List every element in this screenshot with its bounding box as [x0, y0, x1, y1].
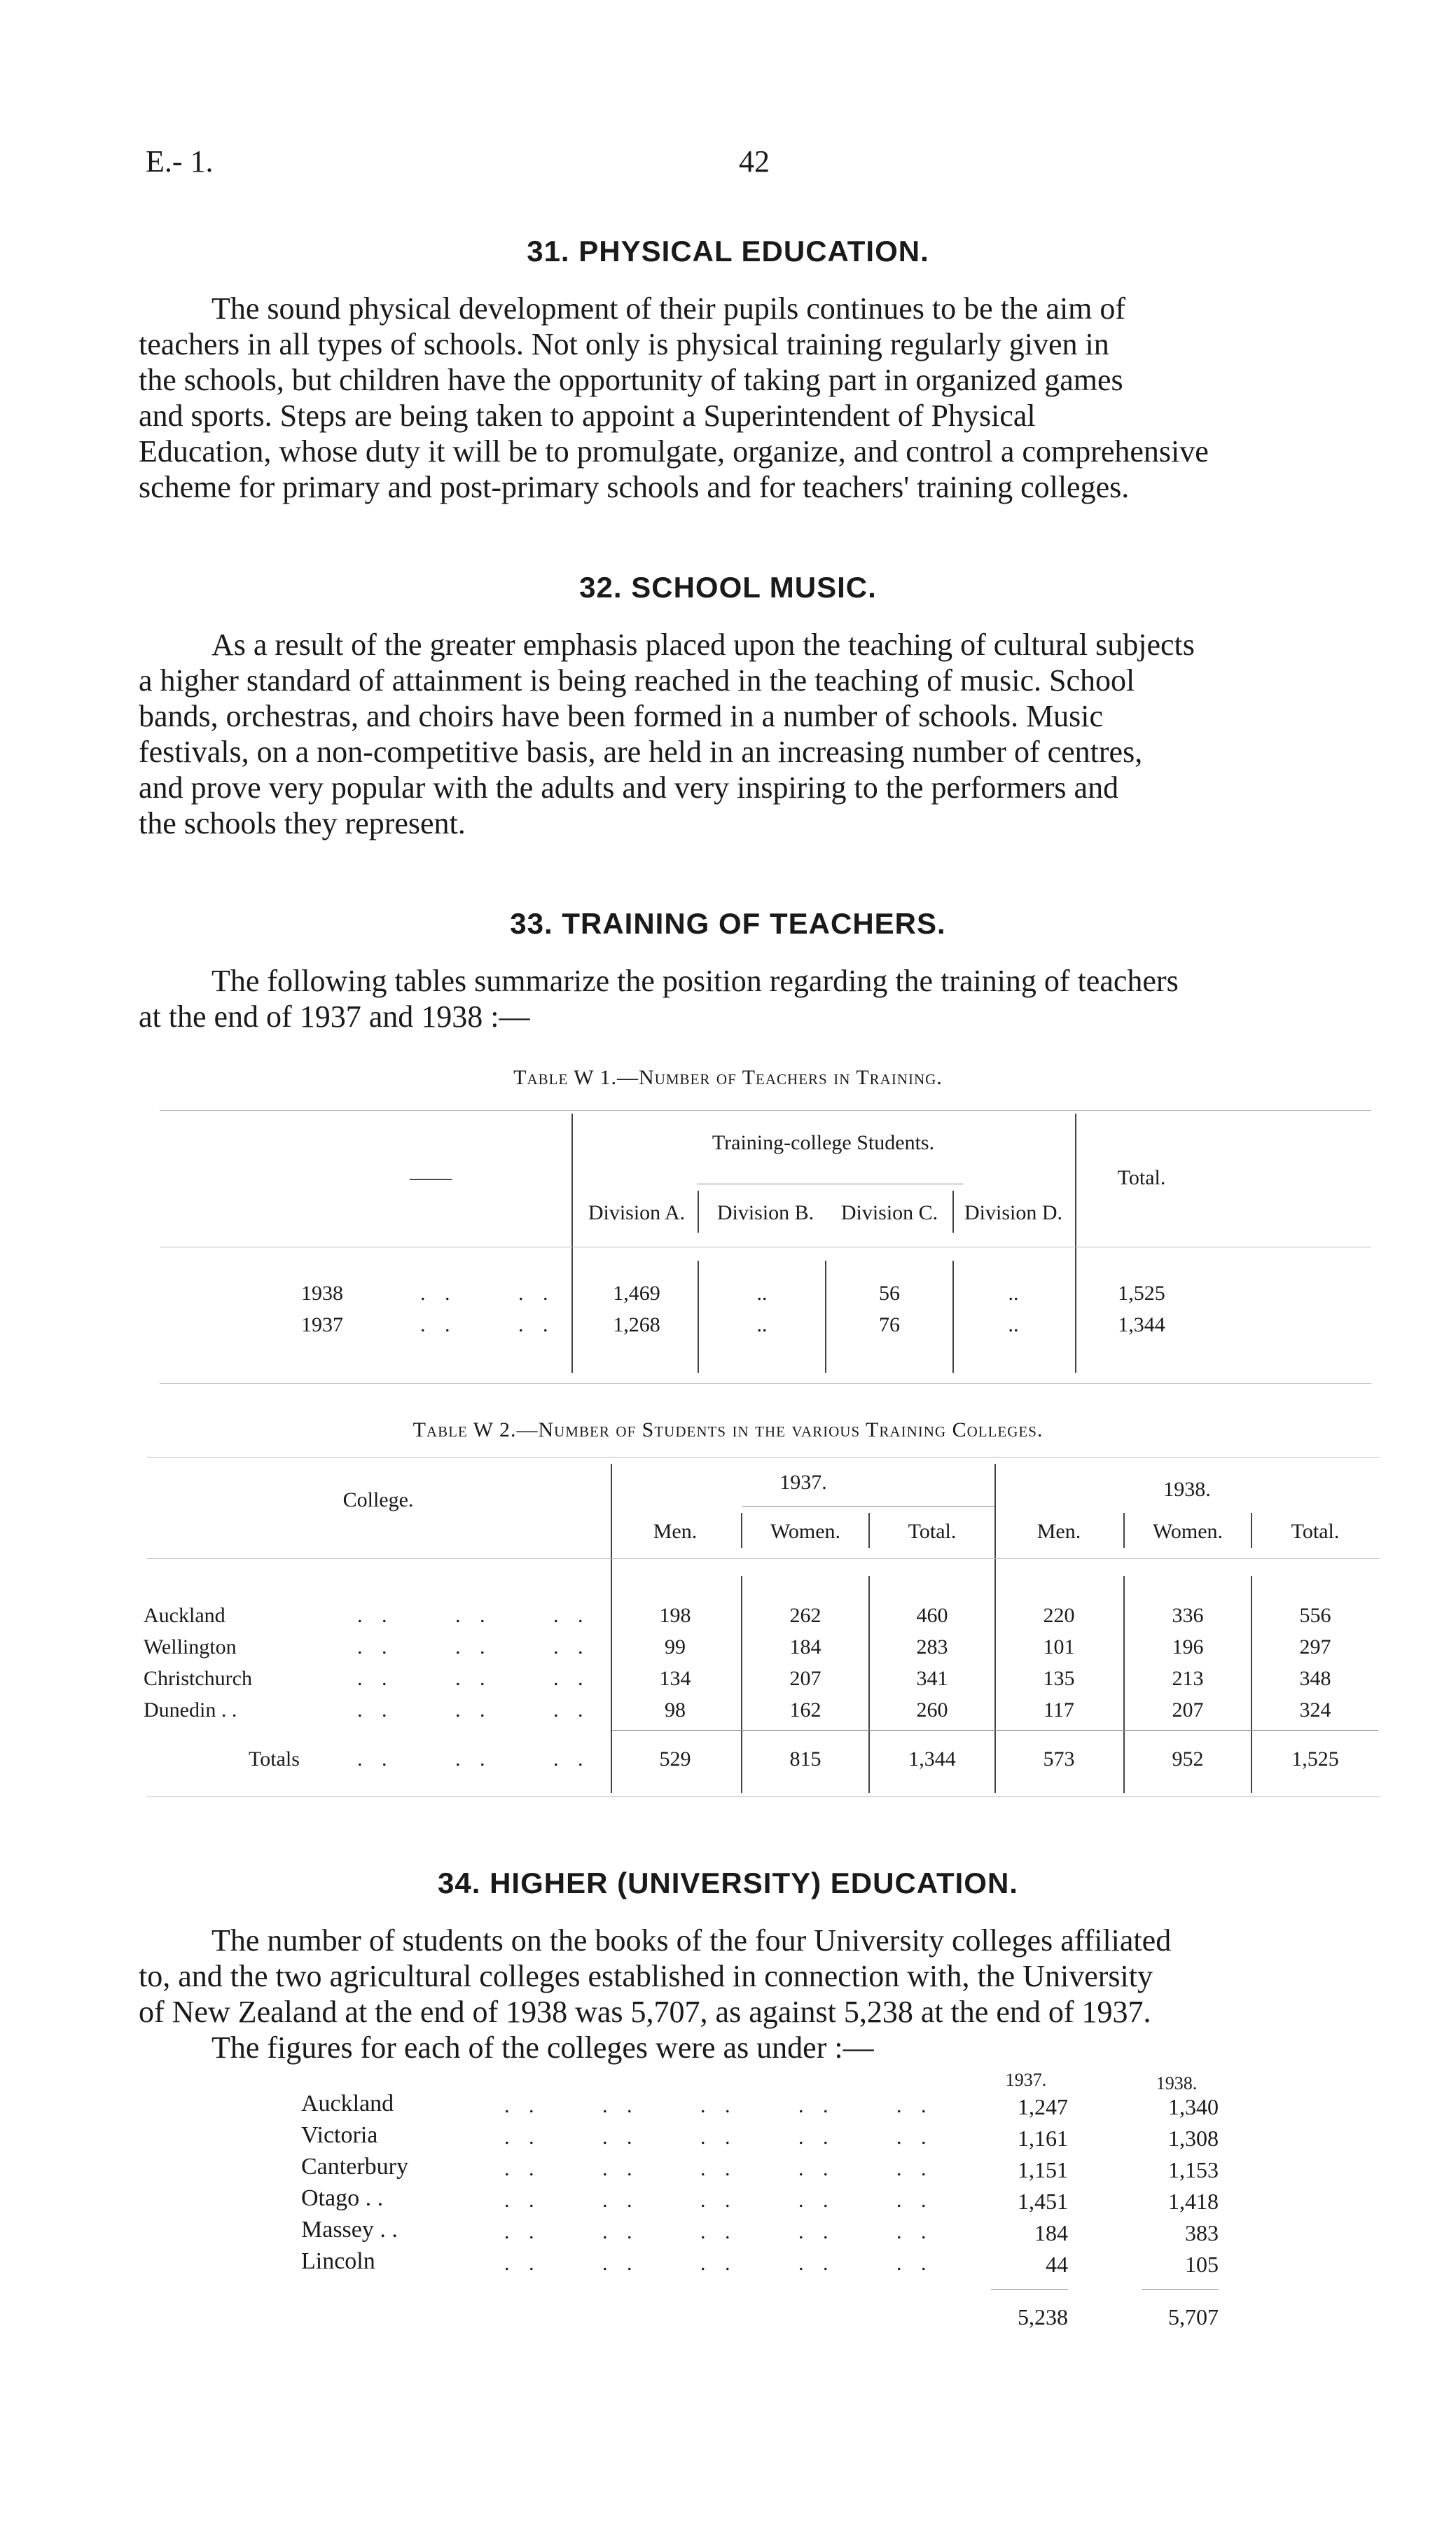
table-w1-col-division-d: Division D. — [964, 1201, 1062, 1224]
university-total-rule — [991, 2289, 1068, 2290]
cell-total-1938: 297 — [1299, 1635, 1331, 1659]
university-total-rule — [1142, 2289, 1219, 2290]
table-w2-sub-women-1938: Women. — [1152, 1520, 1223, 1543]
university-year-1938: 1938. — [1156, 2073, 1198, 2093]
cell-1938: 1,418 — [1168, 2189, 1219, 2214]
leader-dots: . . . . — [420, 1313, 555, 1336]
table-w2-bottom-rule — [147, 1796, 1380, 1797]
cell-men-1938: 101 — [1043, 1635, 1075, 1659]
leader-dots: . . . . — [420, 1282, 555, 1305]
table-w2-sub-women-1937: Women. — [770, 1520, 841, 1543]
cell-1937: 1,247 — [1018, 2094, 1068, 2119]
cell-division-c: 76 — [879, 1313, 900, 1336]
cell-total-1938: 556 — [1299, 1604, 1331, 1627]
row-year: 1938 — [301, 1282, 343, 1305]
text-line: of New Zealand at the end of 1938 was 5,707, as against 5,238 at the end of 1937. — [139, 1995, 1151, 2029]
university-year-1937: 1937. — [1005, 2070, 1047, 2090]
cell-college: Victoria — [301, 2122, 378, 2148]
cell-men-1937: 99 — [665, 1635, 686, 1659]
cell-1937: 1,161 — [1018, 2126, 1068, 2151]
leader-dots: . . . . . . . . . . — [504, 2220, 934, 2243]
text-line: teachers in all types of schools. Not only is physical training regularly given in — [139, 327, 1109, 361]
cell-women-1937: 815 — [789, 1747, 821, 1771]
cell-1938: 383 — [1185, 2220, 1219, 2245]
cell-1938: 105 — [1185, 2252, 1219, 2277]
table-w1-col-division-c: Division C. — [840, 1201, 938, 1224]
cell-total-1937: 341 — [916, 1667, 948, 1690]
cell-men-1937: 98 — [665, 1698, 686, 1722]
table-w2-subheader-rule — [742, 1506, 994, 1507]
cell-division-a: 1,469 — [613, 1282, 660, 1305]
cell-total-1938: 348 — [1299, 1667, 1331, 1690]
cell-1938: 1,153 — [1168, 2157, 1219, 2182]
cell-1937: 44 — [1046, 2252, 1068, 2277]
cell-women-1938: 213 — [1172, 1667, 1204, 1690]
cell-college: Massey . . — [301, 2217, 398, 2243]
cell-men-1938: 117 — [1044, 1698, 1074, 1722]
text-line: The figures for each of the colleges were as under :— — [212, 2030, 874, 2065]
text-line: a higher standard of attainment is being reached in the teaching of music. School — [139, 663, 1135, 698]
text-line: The following tables summarize the position regarding the training of teachers — [212, 964, 1179, 998]
table-w2-stub-header: College. — [342, 1488, 414, 1511]
cell-total-1938: 5,707 — [1168, 2304, 1219, 2329]
section-heading-training-of-teachers: 33. TRAINING OF TEACHERS. — [510, 907, 946, 940]
cell-college: Wellington — [144, 1635, 237, 1659]
page-number: 42 — [739, 144, 770, 179]
cell-totals-label: Totals — [249, 1747, 300, 1771]
cell-women-1937: 162 — [789, 1698, 821, 1722]
cell-men-1938: 220 — [1043, 1604, 1075, 1627]
cell-women-1938: 336 — [1172, 1604, 1204, 1627]
cell-college: Canterbury — [301, 2154, 408, 2180]
cell-college: Dunedin . . — [144, 1698, 237, 1722]
leader-dots: . . . . . . . . . . — [504, 2094, 934, 2117]
leader-dots: . . . . . . . . . . — [504, 2252, 934, 2275]
cell-women-1937: 207 — [789, 1667, 821, 1690]
table-w1-top-rule — [160, 1110, 1371, 1111]
cell-total: 1,525 — [1118, 1282, 1165, 1305]
cell-division-d: .. — [1008, 1313, 1019, 1336]
table-w2-header-bottom-rule — [147, 1558, 1380, 1559]
cell-1937: 1,451 — [1018, 2189, 1068, 2214]
leader-dots: . . . . . . . . . . — [504, 2126, 934, 2149]
leader-dots: . . . . . . — [357, 1635, 590, 1659]
table-w2-caption: Table W 2.—Number of Students in the various Training Colleges. — [412, 1418, 1044, 1441]
table-w1-total-header: Total. — [1117, 1166, 1166, 1189]
cell-men-1938: 135 — [1043, 1667, 1075, 1690]
cell-college: Auckland — [144, 1604, 226, 1627]
table-w2-divider — [994, 1464, 996, 1793]
cell-college: Lincoln — [301, 2248, 375, 2274]
text-line: and prove very popular with the adults and very inspiring to the performers and — [139, 770, 1119, 805]
table-w1-stub-header: —— — [410, 1166, 452, 1189]
row-year: 1937 — [301, 1313, 343, 1336]
section-heading-school-music: 32. SCHOOL MUSIC. — [579, 571, 877, 604]
cell-college: Christchurch — [144, 1667, 252, 1690]
table-w1-group-header: Training-college Students. — [712, 1131, 935, 1154]
text-line: and sports. Steps are being taken to appoint a Superintendent of Physical — [139, 399, 1036, 433]
cell-women-1937: 262 — [789, 1604, 821, 1627]
cell-1938: 1,340 — [1168, 2094, 1219, 2119]
cell-total-1937: 460 — [916, 1604, 948, 1627]
cell-1937: 184 — [1034, 2220, 1068, 2245]
cell-college: Auckland — [301, 2091, 394, 2117]
text-line: the schools they represent. — [139, 806, 466, 840]
section-heading-higher-education: 34. HIGHER (UNIVERSITY) EDUCATION. — [438, 1867, 1018, 1899]
text-line: festivals, on a non-competitive basis, are held in an increasing number of centres, — [139, 735, 1143, 769]
leader-dots: . . . . . . — [357, 1604, 590, 1627]
cell-1938: 1,308 — [1168, 2126, 1219, 2151]
cell-total-1938: 1,525 — [1291, 1747, 1339, 1771]
table-w2-year-1937: 1937. — [779, 1471, 827, 1494]
table-w2-sub-total-1937: Total. — [908, 1520, 957, 1543]
leader-dots: . . . . . . . . . . — [504, 2157, 934, 2180]
report-reference: E.- 1. — [146, 144, 214, 179]
leader-dots: . . . . . . . . . . — [504, 2189, 934, 2212]
cell-women-1938: 952 — [1172, 1747, 1204, 1771]
text-line: the schools, but children have the opportunity of taking part in organized games — [139, 363, 1123, 397]
table-w2-sub-men-1938: Men. — [1036, 1520, 1081, 1543]
cell-men-1937: 198 — [659, 1604, 691, 1627]
text-line: at the end of 1937 and 1938 :— — [139, 999, 530, 1034]
text-line: scheme for primary and post-primary schools and for teachers' training colleges. — [139, 470, 1130, 504]
cell-women-1938: 196 — [1172, 1635, 1204, 1659]
paragraph-higher-education — [139, 1923, 1371, 2065]
cell-total: 1,344 — [1118, 1313, 1165, 1336]
cell-men-1937: 134 — [659, 1667, 691, 1690]
paragraph-training-of-teachers — [139, 963, 1371, 1034]
cell-division-b: .. — [756, 1313, 768, 1336]
text-line: bands, orchestras, and choirs have been formed in a number of schools. Music — [139, 699, 1104, 733]
text-line: to, and the two agricultural colleges established in connection with, the University — [139, 1959, 1153, 1993]
table-w2-top-rule — [147, 1457, 1380, 1458]
cell-total-1937: 5,238 — [1018, 2304, 1068, 2329]
cell-college: Otago . . — [301, 2185, 384, 2211]
table-w2-year-1938: 1938. — [1163, 1478, 1211, 1501]
cell-men-1938: 573 — [1043, 1747, 1075, 1771]
table-w1-caption: Table W 1.—Number of Teachers in Training. — [513, 1066, 943, 1089]
leader-dots: . . . . . . — [357, 1667, 590, 1690]
paragraph-physical-education — [139, 291, 1371, 505]
leader-dots: . . . . . . — [357, 1747, 590, 1771]
cell-division-a: 1,268 — [613, 1313, 660, 1336]
text-line: The sound physical development of their pupils continues to be the aim of — [212, 291, 1126, 326]
paragraph-school-music — [139, 627, 1371, 841]
table-w1-col-division-a: Division A. — [588, 1201, 686, 1224]
text-line: The number of students on the books of the four University colleges affiliated — [212, 1923, 1172, 1958]
cell-total-1937: 260 — [916, 1698, 948, 1722]
text-line: Education, whose duty it will be to promulgate, organize, and control a comprehensive — [139, 434, 1209, 469]
cell-women-1938: 207 — [1172, 1698, 1204, 1722]
cell-total-1937: 1,344 — [908, 1747, 956, 1771]
cell-total-1937: 283 — [916, 1635, 948, 1659]
cell-men-1937: 529 — [659, 1747, 691, 1771]
cell-division-b: .. — [756, 1282, 768, 1305]
cell-division-d: .. — [1008, 1282, 1019, 1305]
table-w2-sub-men-1937: Men. — [653, 1520, 698, 1543]
table-w2-totals-rule — [612, 1730, 1378, 1731]
cell-division-c: 56 — [879, 1282, 900, 1305]
text-line: As a result of the greater emphasis placed upon the teaching of cultural subjects — [212, 628, 1195, 662]
table-w1-col-division-b: Division B. — [716, 1201, 814, 1224]
section-heading-physical-education: 31. PHYSICAL EDUCATION. — [527, 235, 929, 268]
table-w1-bottom-rule — [160, 1383, 1371, 1384]
table-w2-divider — [611, 1464, 612, 1793]
cell-1937: 1,151 — [1018, 2157, 1068, 2182]
table-w2-sub-total-1938: Total. — [1291, 1520, 1340, 1543]
leader-dots: . . . . . . — [357, 1698, 590, 1722]
cell-total-1938: 324 — [1299, 1698, 1331, 1722]
cell-women-1937: 184 — [789, 1635, 821, 1659]
